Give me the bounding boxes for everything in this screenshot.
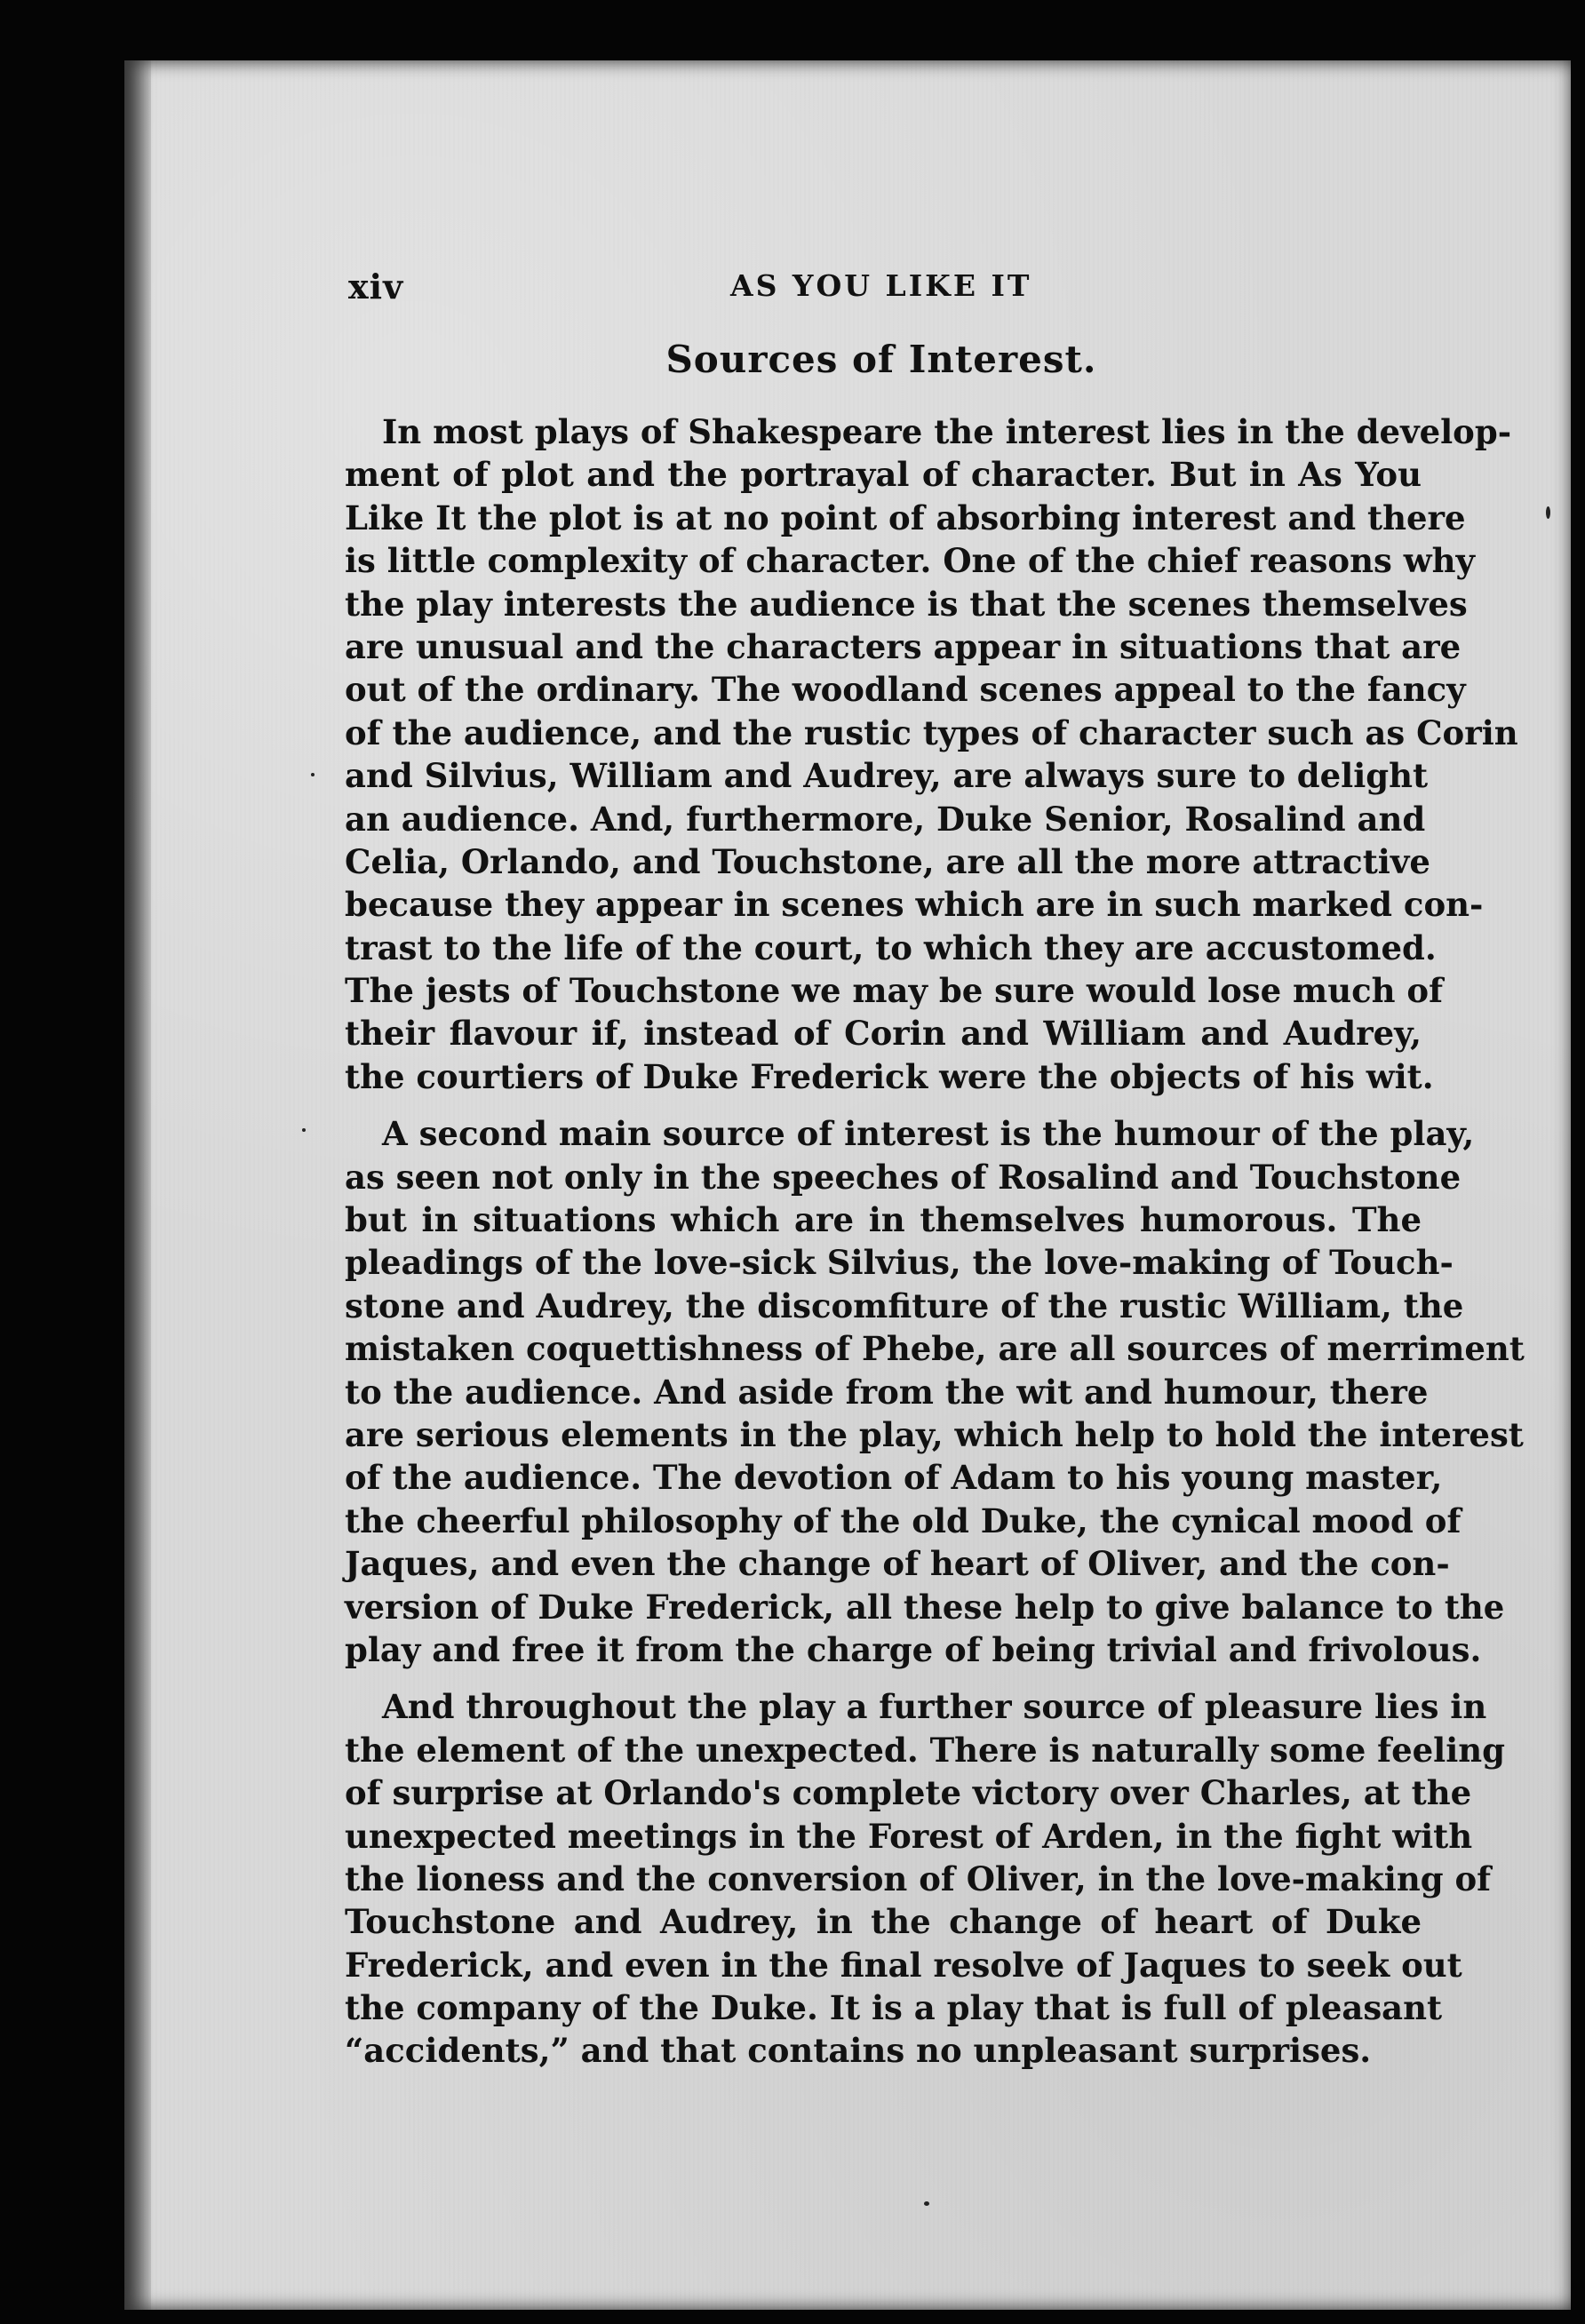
body-text bbox=[345, 410, 1525, 2073]
text-line: of surprise at Orlando's complete victory over Charles, at the bbox=[345, 1773, 1472, 1813]
margin-speck bbox=[924, 2201, 929, 2206]
text-line: the play interests the audience is that the scenes themselves bbox=[345, 584, 1468, 624]
text-line: play and free it from the charge of being trivial and frivolous. bbox=[345, 1629, 1482, 1669]
text-line: are serious elements in the play, which help to hold the interest bbox=[345, 1414, 1524, 1454]
text-line: are unusual and the characters appear in situations that are bbox=[345, 626, 1462, 666]
text-line: Touchstone and Audrey, in the change of heart of Duke bbox=[345, 1902, 1422, 1942]
text-line: In most plays of Shakespeare the interest lies in the develop- bbox=[382, 412, 1512, 451]
text-line: The jests of Touchstone we may be sure would lose much of bbox=[345, 971, 1444, 1011]
text-line: out of the ordinary. The woodland scenes appeal to the fancy bbox=[345, 670, 1466, 710]
text-line: mistaken coquettishness of Phebe, are all sources of merriment bbox=[345, 1329, 1525, 1369]
text-line: “accidents,” and that contains no unpleasant surprises. bbox=[345, 2031, 1372, 2071]
running-title: AS YOU LIKE IT bbox=[730, 268, 1032, 303]
text-line: of the audience, and the rustic types of character such as Corin bbox=[345, 712, 1518, 752]
margin-speck bbox=[311, 773, 315, 776]
text-line: Jaques, and even the change of heart of Oliver, and the con- bbox=[345, 1544, 1450, 1584]
text-line: is little complexity of character. One of the chief reasons why bbox=[345, 541, 1475, 581]
text-line: Celia, Orlando, and Touchstone, are all the more attractive bbox=[345, 841, 1430, 881]
page-header bbox=[348, 267, 1414, 311]
page-number: xiv bbox=[348, 267, 404, 306]
section-title: Sources of Interest. bbox=[665, 338, 1097, 381]
text-line: the lioness and the conversion of Oliver, in the love-making of bbox=[345, 1858, 1492, 1898]
margin-speck bbox=[302, 1128, 306, 1132]
text-line: stone and Audrey, the discomfiture of the rustic William, the bbox=[345, 1285, 1464, 1325]
text-line: as seen not only in the speeches of Rosalind and Touchstone bbox=[345, 1157, 1462, 1197]
text-line: their flavour if, instead of Corin and William and Audrey, bbox=[345, 1014, 1422, 1054]
text-line: pleadings of the love-sick Silvius, the love-making of Touch- bbox=[345, 1243, 1454, 1283]
text-line: and Silvius, William and Audrey, are always sure to delight bbox=[345, 756, 1429, 796]
text-line: trast to the life of the court, to which they are accustomed. bbox=[345, 927, 1437, 967]
text-line: Like It the plot is at no point of absorbing interest and there bbox=[345, 497, 1466, 537]
paragraph-gap bbox=[345, 1671, 1422, 1685]
text-line: the company of the Duke. It is a play that is full of pleasant bbox=[345, 1988, 1443, 2028]
text-line: ment of plot and the portrayal of character. But in As You bbox=[345, 455, 1422, 495]
text-line: because they appear in scenes which are in such marked con- bbox=[345, 885, 1484, 925]
paragraph bbox=[345, 410, 1518, 1098]
margin-speck bbox=[1546, 506, 1550, 519]
paragraph-gap bbox=[345, 1098, 1422, 1112]
text-line: the courtiers of Duke Frederick were the objects of his wit. bbox=[345, 1056, 1434, 1096]
text-line: but in situations which are in themselves humorous. The bbox=[345, 1200, 1422, 1240]
text-line: to the audience. And aside from the wit and humour, there bbox=[345, 1372, 1429, 1412]
text-line: version of Duke Frederick, all these help to give balance to the bbox=[345, 1587, 1505, 1627]
paragraph bbox=[345, 1112, 1525, 1671]
paragraph bbox=[345, 1685, 1506, 2073]
text-line: of the audience. The devotion of Adam to his young master, bbox=[345, 1458, 1443, 1498]
text-line: an audience. And, furthermore, Duke Senior, Rosalind and bbox=[345, 799, 1426, 839]
text-line: the cheerful philosophy of the old Duke, the cynical mood of bbox=[345, 1500, 1462, 1540]
text-line: And throughout the play a further source of pleasure lies in bbox=[382, 1687, 1487, 1727]
text-line: A second main source of interest is the humour of the play, bbox=[382, 1114, 1475, 1154]
text-line: unexpected meetings in the Forest of Arden, in the fight with bbox=[345, 1816, 1473, 1856]
page-binding-shadow bbox=[124, 60, 151, 2310]
text-line: the element of the unexpected. There is naturally some feeling bbox=[345, 1730, 1506, 1770]
text-line: Frederick, and even in the final resolve of Jaques to seek out bbox=[345, 1945, 1462, 1985]
